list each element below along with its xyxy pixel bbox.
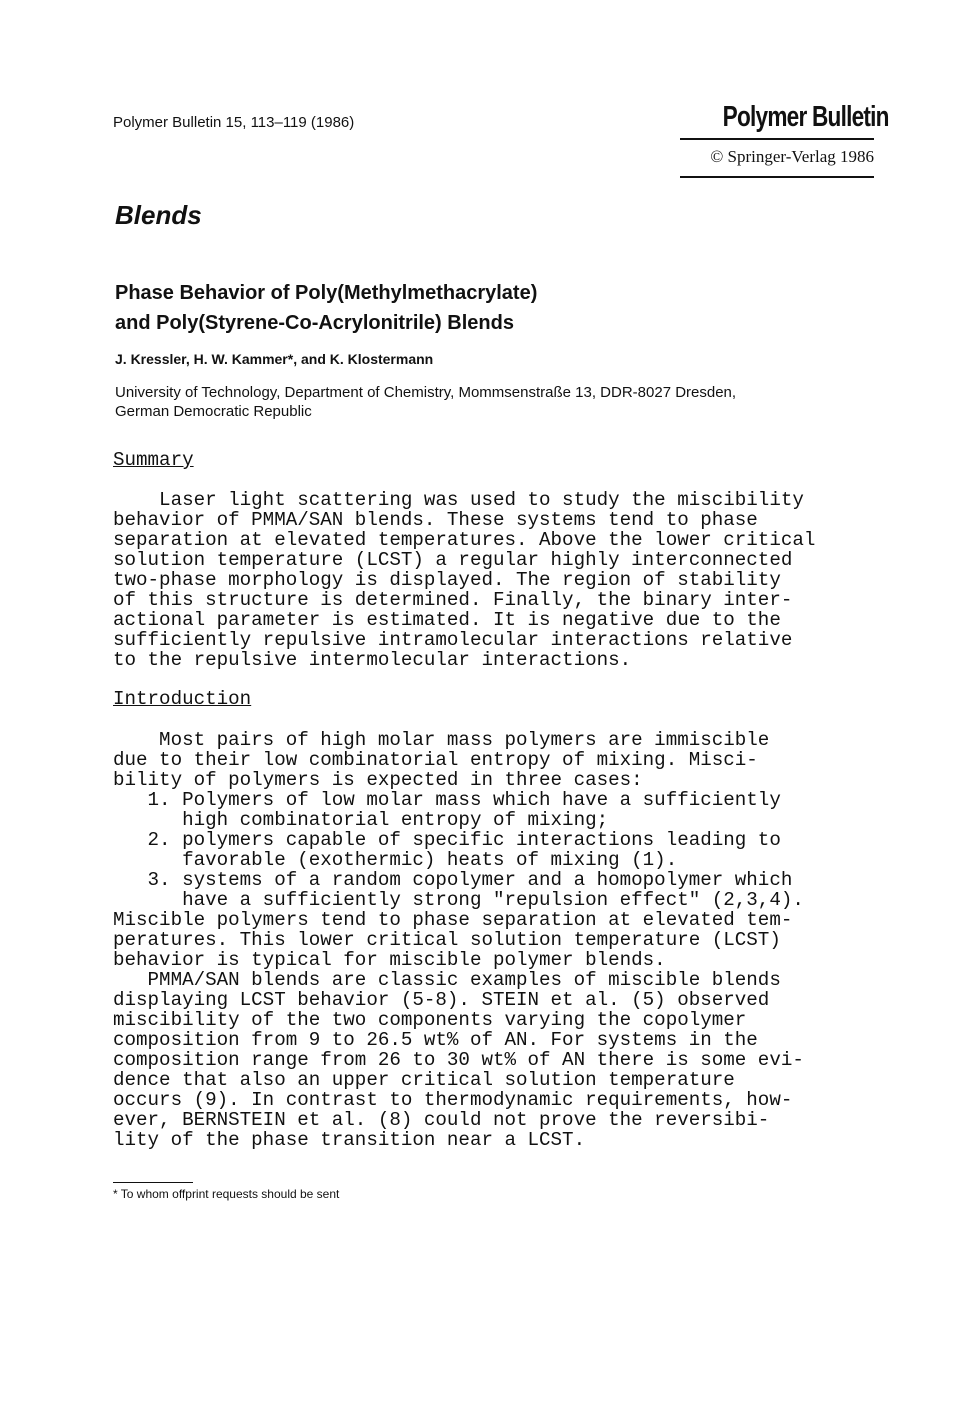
text-line: have a sufficiently strong "repulsion effect" (2,3,4). <box>113 889 804 911</box>
text-line: Most pairs of high molar mass polymers are immiscible <box>113 729 770 751</box>
text-line: Miscible polymers tend to phase separation at elevated tem- <box>113 909 793 931</box>
affiliation <box>115 383 736 421</box>
introduction-heading: Introduction <box>113 688 252 710</box>
text-line: dence that also an upper critical solution temperature <box>113 1069 735 1091</box>
affiliation-line: University of Technology, Department of Chemistry, Mommsenstraße 13, DDR-8027 Dresden, <box>115 384 737 401</box>
text-line: separation at elevated temperatures. Above the lower critical <box>113 529 816 551</box>
text-line: occurs (9). In contrast to thermodynamic requirements, how- <box>113 1089 793 1111</box>
text-line: favorable (exothermic) heats of mixing (1). <box>113 849 678 871</box>
text-line: 3. systems of a random copolymer and a homopolymer which <box>113 869 793 891</box>
text-line: behavior is typical for miscible polymer blends. <box>113 949 666 971</box>
text-line: two-phase morphology is displayed. The region of stability <box>113 569 781 591</box>
text-line: due to their low combinatorial entropy of mixing. Misci- <box>113 749 758 771</box>
title-line: and Poly(Styrene-Co-Acrylonitrile) Blends <box>115 312 514 334</box>
text-line: 1. Polymers of low molar mass which have a sufficiently <box>113 789 781 811</box>
paper-title <box>115 278 537 338</box>
footnote: * To whom offprint requests should be sent <box>113 1187 340 1201</box>
text-line: peratures. This lower critical solution temperature (LCST) <box>113 929 781 951</box>
text-line: Laser light scattering was used to study the miscibility <box>113 489 804 511</box>
text-line: of this structure is determined. Finally, the binary inter- <box>113 589 793 611</box>
text-line: composition range from 26 to 30 wt% of AN there is some evi- <box>113 1049 804 1071</box>
publisher-copyright: © Springer-Verlag 1986 <box>710 147 874 166</box>
text-line: displaying LCST behavior (5-8). STEIN et al. (5) observed <box>113 989 770 1011</box>
text-line: to the repulsive intermolecular interactions. <box>113 649 632 671</box>
journal-name: Polymer Bulletin <box>722 101 889 133</box>
masthead-rule-bottom <box>680 176 874 178</box>
text-line: composition from 9 to 26.5 wt% of AN. For systems in the <box>113 1029 758 1051</box>
text-line: PMMA/SAN blends are classic examples of miscible blends <box>113 969 781 991</box>
footnote-rule <box>113 1182 193 1183</box>
text-line: solution temperature (LCST) a regular highly interconnected <box>113 549 793 571</box>
title-line: Phase Behavior of Poly(Methylmethacrylate) <box>115 282 538 304</box>
journal-masthead <box>680 100 889 178</box>
text-line: ever, BERNSTEIN et al. (8) could not prove the reversibi- <box>113 1109 770 1131</box>
text-line: lity of the phase transition near a LCST. <box>113 1129 586 1151</box>
text-line: bility of polymers is expected in three cases: <box>113 769 643 791</box>
summary-body <box>113 490 815 670</box>
text-line: high combinatorial entropy of mixing; <box>113 809 609 831</box>
masthead-rule-top <box>680 138 874 140</box>
text-line: sufficiently repulsive intramolecular interactions relative <box>113 629 793 651</box>
introduction-body <box>113 730 804 1150</box>
author-list: J. Kressler, H. W. Kammer*, and K. Klostermann <box>115 351 434 367</box>
text-line: actional parameter is estimated. It is negative due to the <box>113 609 781 631</box>
journal-citation: Polymer Bulletin 15, 113–119 (1986) <box>113 114 355 131</box>
section-label: Blends <box>115 200 202 230</box>
text-line: behavior of PMMA/SAN blends. These systems tend to phase <box>113 509 758 531</box>
affiliation-line: German Democratic Republic <box>115 403 312 420</box>
summary-heading: Summary <box>113 449 194 471</box>
text-line: 2. polymers capable of specific interactions leading to <box>113 829 781 851</box>
text-line: miscibility of the two components varying the copolymer <box>113 1009 747 1031</box>
